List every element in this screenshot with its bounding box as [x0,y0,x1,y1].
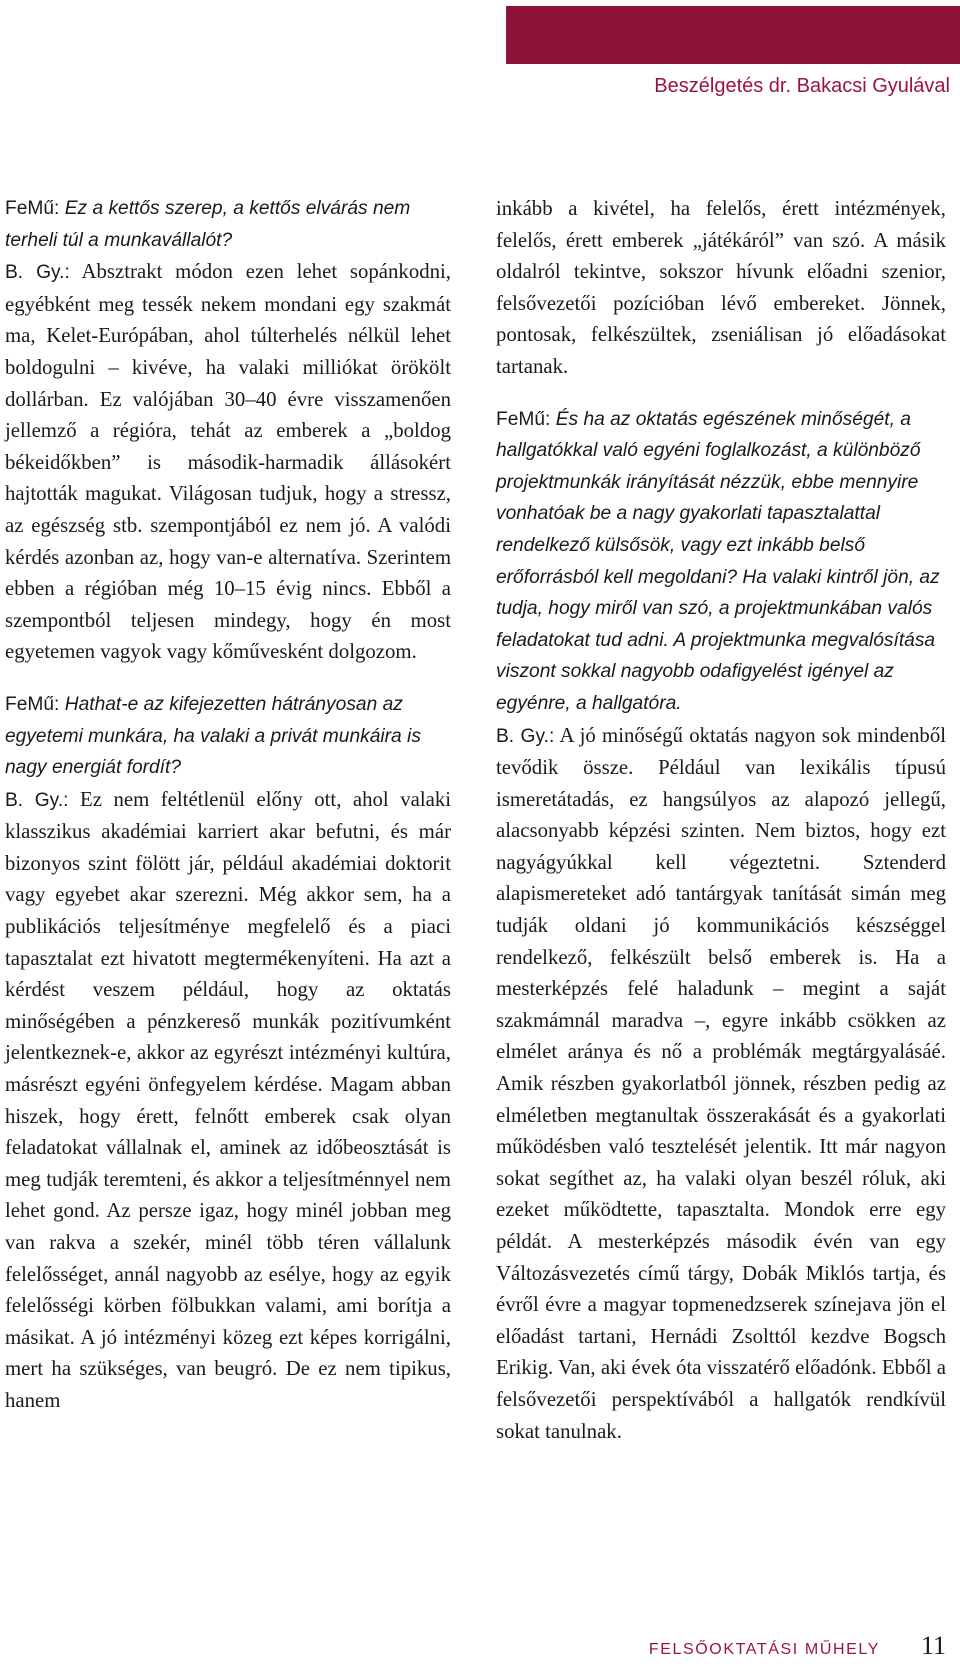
left-column [5,193,451,1417]
header-accent-bar [506,6,960,64]
answer-text: A jó minőségű oktatás nagyon sok mindenből tevődik össze. Például van lexikális típusú ismeretátadás, ez hangsúlyos az alapozó jellegű, alacsonyabb képzési szinten. Nem biztos, hogy ezt nagyágyúkkal kell végeztetni. Sztenderd alapismereteket adó tantárgyak tanítását simán meg tudják oldani jó kommunikációs készséggel rendelkező, felkészült belső emberek is. Ha a mesterképzés felé haladunk – megint a saját szakmámnál maradva –, egyre inkább csökken az elmélet aránya és nő a problémák megtárgyalásáé. Amik részben gyakorlatból jönnek, részben pedig az elméletben megtanultak összerakását és a gyakorlati működésben való tesztelését jelentik. Itt már nagyon sokat segíthet az, ha valaki olyan beszél róluk, aki ezeket működtette, tapasztalta. Mondok erre egy példát. A mesterképzés második évén van egy Változásvezetés című tárgy, Dobák Miklós tartja, és évről évre a magyar topmenedzserek színejava jön el előadást tartani, Hernádi Zsolttól kezdve Bogsch Erikig. Van, aki évek óta visszatérő előadónk. Ebből a felsővezetői perspektívából a hallgatók rendkívül sokat tanulnak. [496,723,946,1443]
question-1 [5,193,451,256]
answer-text: Ez nem feltétlenül előny ott, ahol valaki klasszikus akadémiai karriert akar befutni, és már bizonyos szint fölött jár, például akadémiai doktorit vagy egyebet akar szerezni. Még akkor sem, ha a publikációs teljesítménye megfelelő és a piaci tapasztalat ezt hivatott megtermékenyíteni. Ha azt a kérdést veszem például, hogy az oktatás minőségében a pénzkereső munkák pozitívumként jelentkeznek-e, akkor az egyrészt intézményi kultúra, másrészt egyéni önfegyelem kérdése. Magam abban hiszek, hogy érett, felnőtt emberek csak olyan feladatokat vállalnak el, aminek az időbeosztását is meg tudják teremteni, és akkor a teljesítménnyel nem lehet gond. Az persze igaz, hogy minél jobban meg van rakva a szekér, minél több téren vállalunk felelősséget, annál nagyobb az esélye, hogy az egyik felelősségi körben fölbukkan valami, ami borítja a másikat. A jó intézményi közeg ezt képes korrigálni, mert ha szükséges, van beugró. De ez nem tipikus, hanem [5,787,452,1412]
journal-title: FELSŐOKTATÁSI MŰHELY [648,1641,880,1658]
speaker-label: FeMű: [5,198,60,219]
speaker-label: FeMű: [496,408,551,430]
answer-1 [5,256,451,668]
speaker-label: FeMű: [5,693,60,715]
speaker-label: B. Gy.: [496,725,555,747]
page-number: 11 [920,1631,946,1660]
speaker-label: B. Gy.: [5,789,69,811]
answer-text: Absztrakt módon ezen lehet sopánkodni, egyébként meg tessék nekem mondani egy szakmát ma, Kelet-Európában, ahol túlterhelés nélkül lehet boldogulni – kivéve, ha valaki milliókat örökölt dollárban. Ez valójában 30–40 évre visszamenően jellemző a régióra, tehát az emberek a „boldog békeidőkben” is második-harmadik állásokért hajtották magukat. Világosan tudjuk, hogy a stressz, az egészség stb. szempontjából ez nem jó. A valódi kérdés azonban az, hogy van-e alternatíva. Szerintem ebben a régióban még 10–15 évig nincs. Ebből a szempontból teljesen mindegy, hogy én most egyetemen vagyok vagy kőművesként dolgozom. [5,260,451,664]
right-column [496,193,946,1447]
answer-3 [496,720,946,1448]
question-text: Hathat-e az kifejezetten hátrányosan az egyetemi munkára, ha valaki a privát munkáira is nagy energiát fordít? [5,693,421,779]
question-text: Ez a kettős szerep, a kettős elvárás nem terheli túl a munkavállalót? [5,198,411,251]
question-2 [5,689,451,784]
speaker-label: B. Gy.: [5,262,70,284]
running-head: Beszélgetés dr. Bakacsi Gyulával [654,75,950,97]
answer-2-continued: inkább a kivétel, ha felelős, érett intézmények, felelős, érett emberek „játékáról” van szó. A másik oldalról tekintve, sokszor hívunk előadni szenior, felsővezetői pozícióban lévő embereket. Jönnek, pontosak, felkészültek, zseniálisan jó előadásokat tartanak. [496,197,946,378]
question-3 [496,404,946,720]
question-text: És ha az oktatás egészének minőségét, a hallgatókkal való egyéni foglalkozást, a különböző projektmunkák irányítását nézzük, ebbe mennyire vonhatóak be a nagy gyakorlati tapasztalattal rendelkező külsősök, vagy ezt inkább belső erőforrásból kell megoldani? Ha valaki kintről jön, az tudja, hogy miről van szó, a projektmunkában valós feladatokat tud adni. A projektmunka megvalósítása viszont sokkal nagyobb odafigyelést igényel az egyénre, a hallgatóra. [496,408,940,714]
answer-2 [5,784,451,1417]
